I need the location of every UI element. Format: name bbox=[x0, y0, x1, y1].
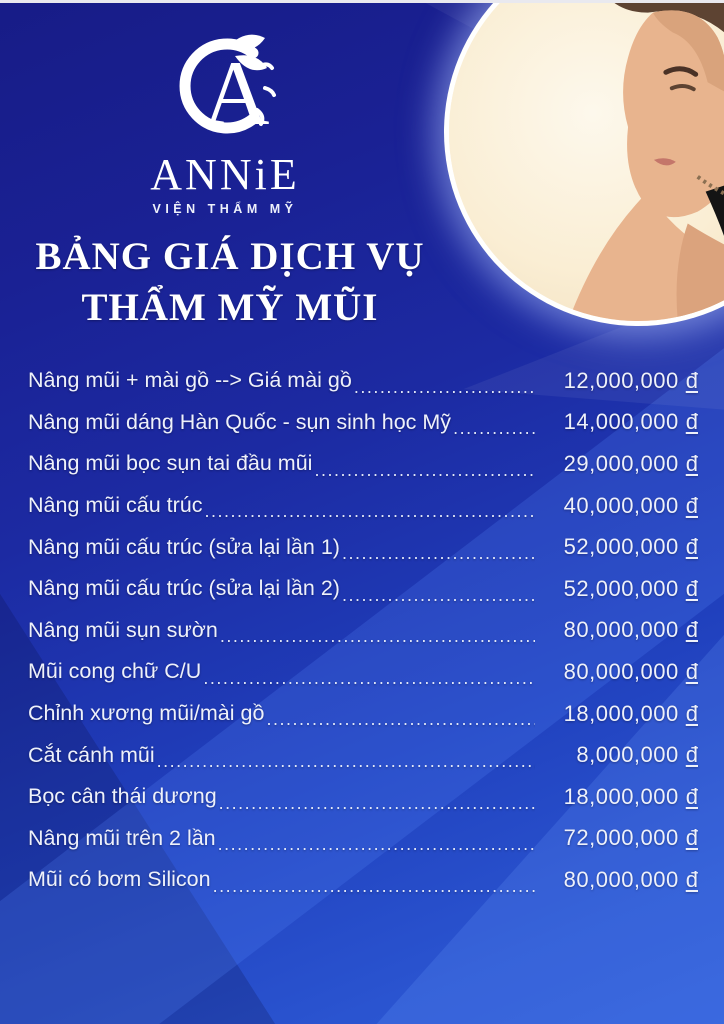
service-name: Nâng mũi trên 2 lần bbox=[28, 825, 216, 850]
top-edge-strip bbox=[0, 0, 724, 3]
service-price: 8,000,000 bbox=[576, 742, 679, 768]
service-price: 52,000,000 bbox=[563, 575, 679, 601]
price-row bbox=[28, 693, 698, 735]
price-list bbox=[28, 360, 698, 901]
price-row bbox=[28, 818, 698, 860]
price-row bbox=[28, 526, 698, 568]
price-row bbox=[28, 568, 698, 610]
currency-symbol: đ bbox=[685, 866, 698, 892]
currency-symbol: đ bbox=[685, 575, 698, 601]
service-name: Nâng mũi dáng Hàn Quốc - sụn sinh học Mỹ bbox=[28, 409, 452, 434]
currency-symbol: đ bbox=[685, 367, 698, 393]
currency-symbol: đ bbox=[685, 492, 698, 518]
price-row bbox=[28, 360, 698, 402]
currency-symbol: đ bbox=[685, 534, 698, 560]
dot-leader bbox=[314, 457, 534, 485]
currency-symbol: đ bbox=[685, 783, 698, 809]
price-row bbox=[28, 485, 698, 527]
annie-monogram-icon bbox=[165, 26, 285, 151]
model-portrait-photo bbox=[444, 0, 724, 326]
service-name: Nâng mũi bọc sụn tai đầu mũi bbox=[28, 451, 313, 476]
dot-leader bbox=[203, 665, 534, 693]
service-name: Nâng mũi + mài gồ --> Giá mài gồ bbox=[28, 368, 352, 393]
service-price: 18,000,000 bbox=[563, 783, 679, 809]
service-price: 18,000,000 bbox=[563, 700, 679, 726]
page-title-line2: THẨM MỸ MŨI bbox=[81, 285, 379, 329]
dot-leader bbox=[354, 374, 535, 402]
service-name: Cắt cánh mũi bbox=[28, 742, 155, 767]
price-row bbox=[28, 610, 698, 652]
price-row bbox=[28, 651, 698, 693]
dot-leader bbox=[219, 790, 535, 818]
service-price: 80,000,000 bbox=[563, 866, 679, 892]
service-price: 40,000,000 bbox=[563, 492, 679, 518]
service-price: 14,000,000 bbox=[563, 409, 679, 435]
dot-leader bbox=[453, 415, 535, 443]
service-price: 72,000,000 bbox=[563, 825, 679, 851]
service-price: 29,000,000 bbox=[563, 450, 679, 476]
brand-wordmark: ANNiE bbox=[150, 150, 300, 199]
brand-logo bbox=[110, 26, 340, 216]
service-name: Mũi có bơm Silicon bbox=[28, 867, 211, 892]
service-name: Nâng mũi sụn sườn bbox=[28, 617, 218, 642]
brand-tagline: VIỆN THẨM MỸ bbox=[152, 202, 298, 216]
service-price: 12,000,000 bbox=[563, 367, 679, 393]
portrait-illustration-icon bbox=[449, 0, 724, 321]
service-name: Nâng mũi cấu trúc (sửa lại lần 1) bbox=[28, 534, 340, 559]
svg-text:A: A bbox=[203, 42, 270, 144]
currency-symbol: đ bbox=[685, 658, 698, 684]
service-price: 52,000,000 bbox=[563, 534, 679, 560]
service-name: Bọc cân thái dương bbox=[28, 784, 217, 809]
currency-symbol: đ bbox=[685, 742, 698, 768]
price-row bbox=[28, 443, 698, 485]
dot-leader bbox=[342, 540, 535, 568]
price-row bbox=[28, 776, 698, 818]
price-row bbox=[28, 734, 698, 776]
dot-leader bbox=[204, 498, 534, 526]
currency-symbol: đ bbox=[685, 825, 698, 851]
dot-leader bbox=[213, 873, 535, 901]
service-price: 80,000,000 bbox=[563, 658, 679, 684]
dot-leader bbox=[157, 748, 535, 776]
price-row bbox=[28, 402, 698, 444]
service-price: 80,000,000 bbox=[563, 617, 679, 643]
service-name: Nâng mũi cấu trúc (sửa lại lần 2) bbox=[28, 576, 340, 601]
service-name: Nâng mũi cấu trúc bbox=[28, 493, 203, 518]
service-name: Mũi cong chữ C/U bbox=[28, 659, 202, 684]
dot-leader bbox=[342, 582, 535, 610]
price-row bbox=[28, 859, 698, 901]
currency-symbol: đ bbox=[685, 700, 698, 726]
dot-leader bbox=[266, 706, 534, 734]
dot-leader bbox=[218, 831, 535, 859]
page-title bbox=[10, 232, 450, 333]
page-title-line1: BẢNG GIÁ DỊCH VỤ bbox=[35, 235, 425, 278]
currency-symbol: đ bbox=[685, 450, 698, 476]
service-name: Chỉnh xương mũi/mài gồ bbox=[28, 701, 265, 726]
dot-leader bbox=[220, 623, 535, 651]
currency-symbol: đ bbox=[685, 409, 698, 435]
currency-symbol: đ bbox=[685, 617, 698, 643]
